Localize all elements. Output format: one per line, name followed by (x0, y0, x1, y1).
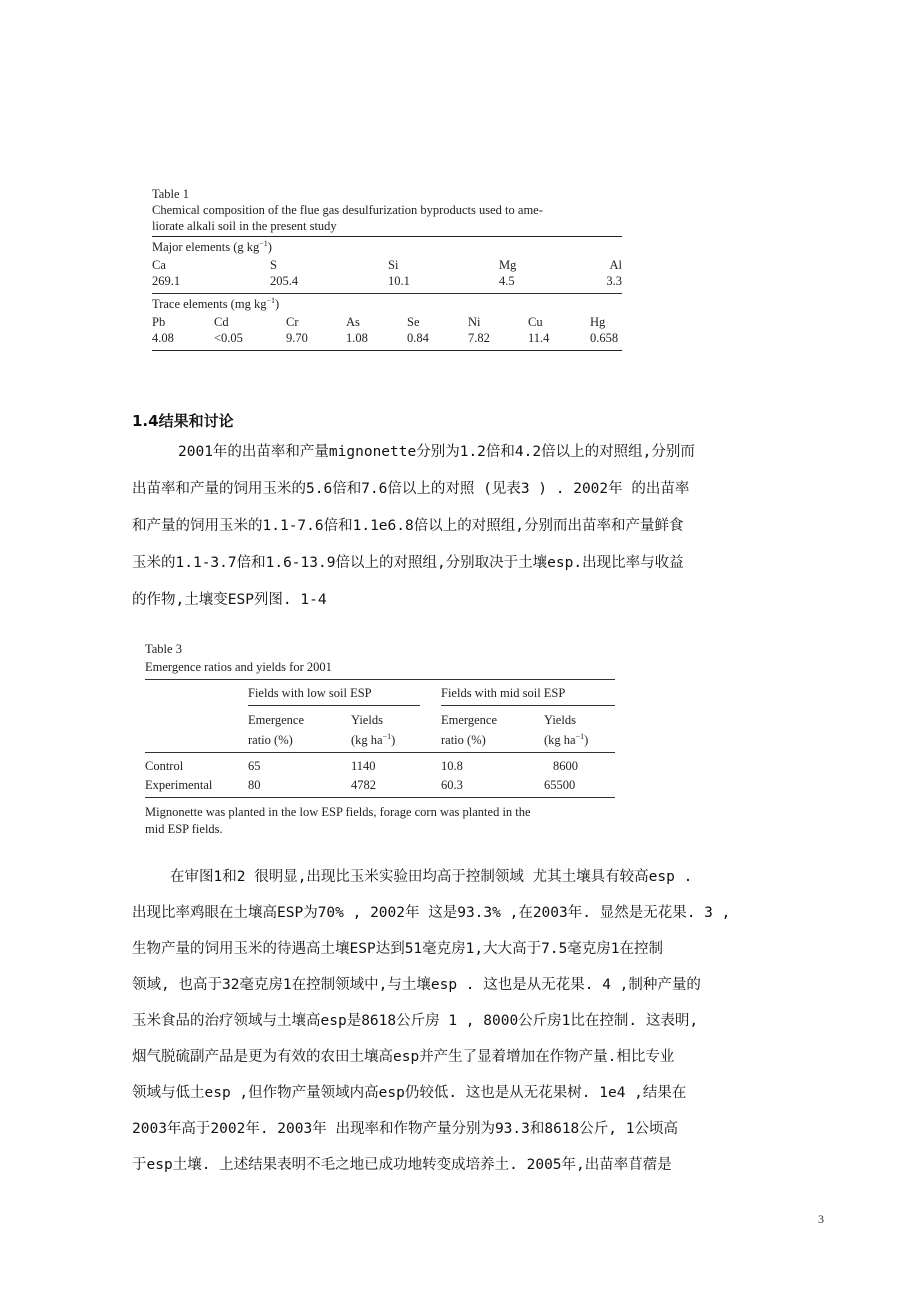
paragraph-line: 在审图1和2 很明显,出现比玉米实验田均高于控制领域 尤其土壤具有较高esp . (170, 869, 693, 885)
group-underline-mid (441, 705, 615, 706)
table-cell: As (346, 315, 360, 329)
table-cell: Cu (528, 315, 543, 329)
table-cell: 0.658 (590, 331, 619, 345)
paragraph-line: 玉米的1.1-3.7倍和1.6-13.9倍以上的对照组,分别取决于土壤esp.出现比率与收益 (132, 555, 684, 571)
paragraph-line: 2001年的出苗率和产量mignonette分别为1.2倍和4.2倍以上的对照组,分别而 (178, 444, 695, 460)
page-number: 3 (818, 1212, 824, 1226)
table-cell: 60.3 (441, 778, 463, 792)
paragraph-line: 领域与低土esp ,但作物产量领域内高esp仍较低. 这也是从无花果树. 1e4 ,结果在 (132, 1085, 687, 1101)
table-cell: 80 (248, 778, 261, 792)
row-label-experimental: Experimental (145, 778, 213, 792)
table-1-caption-line-1: Chemical composition of the flue gas desulfurization byproducts used to ame- (152, 203, 543, 217)
table-cell: Cr (286, 315, 299, 329)
subheader-emergence-unit: ratio (%) (248, 733, 293, 747)
paragraph-line: 2003年高于2002年. 2003年 出现率和作物产量分别为93.3和8618公斤, 1公顷高 (132, 1121, 678, 1137)
paragraph-line: 烟气脱硫副产品是更为有效的农田土壤高esp并产生了显着增加在作物产量.相比专业 (132, 1049, 675, 1065)
table-3-note-line-2: mid ESP fields. (145, 822, 223, 836)
subheader-yields-unit: (kg $ha^{-1}$) (351, 732, 396, 747)
table-cell: Ni (468, 315, 481, 329)
paragraph-line: 生物产量的饲用玉米的待遇高土壤ESP达到51毫克房1,大大高于7.5毫克房1在控制 (132, 941, 664, 957)
table-cell: 4782 (351, 778, 376, 792)
table-3-label: Table 3 (145, 642, 182, 656)
major-elements-value-row (152, 273, 622, 289)
table-cell: 1.08 (346, 331, 368, 345)
section-heading: 1.4结果和讨论 (132, 412, 234, 430)
table-cell: 4.08 (152, 331, 174, 345)
table-1-mid-rule (152, 293, 622, 294)
table-cell: Se (407, 315, 420, 329)
subheader-yields-mid: Yields (544, 713, 576, 727)
table-cell: 11.4 (528, 331, 550, 345)
table-1 (152, 186, 622, 353)
major-elements-heading: Major elements (g $kg^{-1}$) (152, 239, 272, 254)
table-1-top-rule (152, 236, 622, 237)
table-cell: S (270, 258, 277, 272)
table-cell: 205.4 (270, 274, 299, 288)
table-cell: 1140 (351, 759, 376, 773)
group-header-mid-esp: Fields with mid soil ESP (441, 686, 566, 700)
table-3-top-rule (145, 679, 615, 680)
table-3 (145, 641, 615, 841)
paragraph-2 (132, 865, 852, 1185)
table-cell: 8600 (553, 759, 578, 773)
table-cell: Mg (499, 258, 517, 272)
paragraph-line: 出苗率和产量的饲用玉米的5.6倍和7.6倍以上的对照 (见表3 ) . 2002年 的出苗率 (132, 481, 690, 497)
table-cell: Si (388, 258, 399, 272)
table-3-note-line-1: Mignonette was planted in the low ESP fields, forage corn was planted in the (145, 805, 531, 819)
table-cell: 3.3 (606, 274, 622, 288)
group-underline-low (248, 705, 420, 706)
table-cell: 10.1 (388, 274, 410, 288)
table-1-label: Table 1 (152, 187, 189, 201)
trace-elements-value-row (152, 330, 622, 346)
table-1-caption-line-2: liorate alkali soil in the present study (152, 219, 337, 233)
table-cell: 269.1 (152, 274, 181, 288)
table-cell: <0.05 (214, 331, 243, 345)
subheader-yields-mid-unit: (kg $ha^{-1}$) (544, 732, 589, 747)
paragraph-line: 的作物,土壤变ESP列图. 1-4 (132, 592, 327, 608)
table-3-header-rule (145, 752, 615, 753)
table-cell: Ca (152, 258, 166, 272)
subheader-emergence: Emergence (248, 713, 304, 727)
table-3-bottom-rule (145, 797, 615, 798)
table-cell: Al (609, 258, 622, 272)
paragraph-1 (132, 440, 852, 610)
group-header-low-esp: Fields with low soil ESP (248, 686, 372, 700)
subheader-emergence-mid-unit: ratio (%) (441, 733, 486, 747)
paragraph-line: 玉米食品的治疗领域与土壤高esp是8618公斤房 1 , 8000公斤房1比在控制. 这表明, (132, 1013, 699, 1029)
table-cell: 65500 (544, 778, 576, 792)
table-cell: Cd (214, 315, 229, 329)
table-cell: Pb (152, 315, 166, 329)
paragraph-line: 和产量的饲用玉米的1.1-7.6倍和1.1e6.8倍以上的对照组,分别而出苗率和产量鲜食 (132, 518, 684, 534)
table-cell: 0.84 (407, 331, 429, 345)
paragraph-line: 出现比率鸡眼在土壤高ESP为70% , 2002年 这是93.3% ,在2003年. 显然是无花果. 3 , (132, 905, 731, 921)
table-cell: 7.82 (468, 331, 490, 345)
major-elements-header-row (152, 257, 622, 273)
table-cell: 4.5 (499, 274, 515, 288)
trace-elements-heading: Trace elements (mg $kg^{-1}$) (152, 296, 280, 311)
table-cell: 65 (248, 759, 261, 773)
table-1-bottom-rule (152, 350, 622, 351)
table-cell: 10.8 (441, 759, 463, 773)
table-cell: Hg (590, 315, 606, 329)
table-cell: 9.70 (286, 331, 308, 345)
subheader-emergence-mid: Emergence (441, 713, 497, 727)
subheader-yields: Yields (351, 713, 383, 727)
trace-elements-header-row (152, 314, 622, 330)
paragraph-line: 领域, 也高于32毫克房1在控制领域中,与土壤esp . 这也是从无花果. 4 ,制种产量的 (132, 977, 701, 993)
row-label-control: Control (145, 759, 184, 773)
paragraph-line: 于esp土壤. 上述结果表明不毛之地已成功地转变成培养土. 2005年,出苗率苜蓿是 (132, 1157, 672, 1173)
table-3-caption: Emergence ratios and yields for 2001 (145, 660, 332, 674)
